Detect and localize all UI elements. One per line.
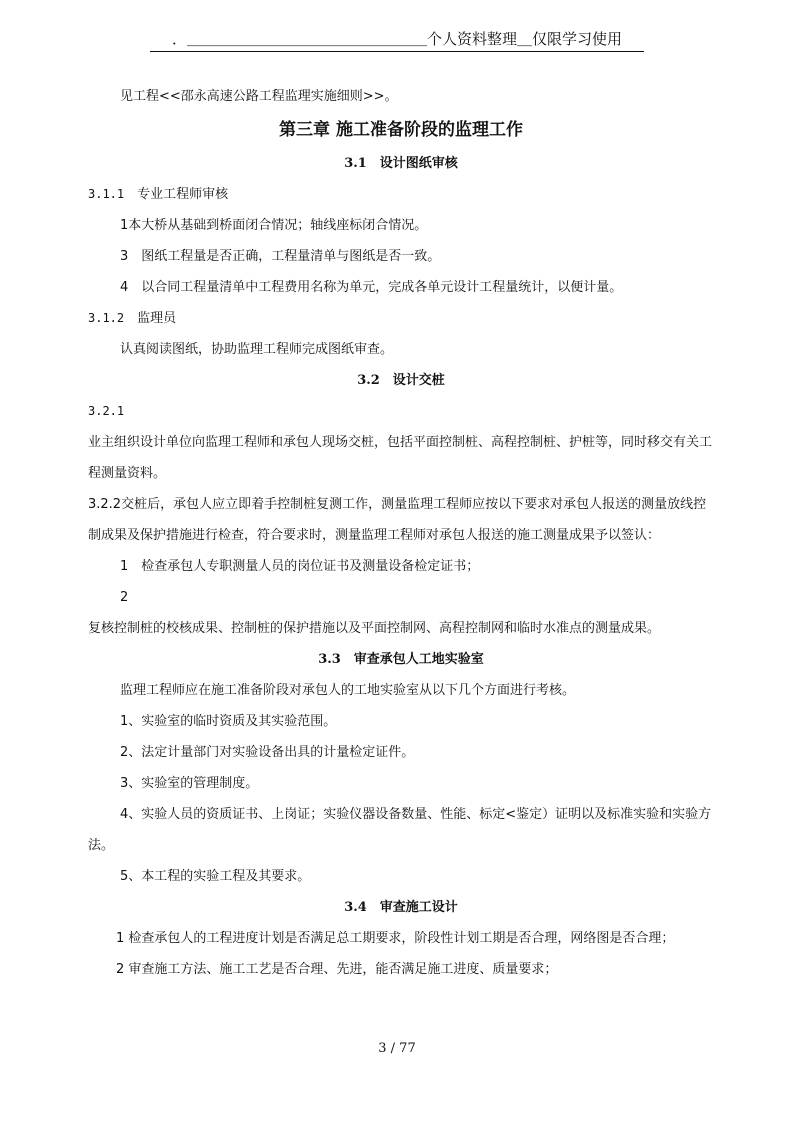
list-item: 1 检查承包人的工程进度计划是否满足总工期要求，阶段性计划工期是否合理，网络图是否合理； — [116, 931, 675, 946]
list-item-number: 2 — [120, 590, 129, 605]
list-item: 1、实验室的临时资质及其实验范围。 — [120, 714, 337, 729]
subsection-3-1-1 — [88, 179, 714, 210]
subsection-title: 专业工程师审核 — [137, 187, 229, 202]
section-3-4-title: 3.4 审查施工设计 — [344, 900, 458, 915]
list-item: 4、实验人员的资质证书、上岗证；实验仪器设备数量、性能、标定<鉴定）证明以及标准实验和实验方法。 — [88, 807, 712, 853]
list-item: 2、法定计量部门对实验设备出具的计量检定证件。 — [120, 745, 415, 760]
list-item: 4 以合同工程量清单中工程费用名称为单元，完成各单元设计工程量统计，以便计量。 — [120, 280, 623, 295]
paragraph: 3.2.2交桩后，承包人应立即着手控制桩复测工作，测量监理工程师应按以下要求对承包人报送的测量放线控制成果及保护措施进行检查，符合要求时，测量监理工程师对承包人报送的施工测量成果予以签认： — [88, 497, 707, 543]
chapter-title: 第三章 施工准备阶段的监理工作 — [279, 120, 523, 140]
section-3-1-title: 3.1 设计图纸审核 — [344, 156, 458, 171]
subsection-number: 3.1.2 — [88, 311, 125, 325]
section-3-2-title: 3.2 设计交桩 — [357, 373, 445, 388]
section-3-3-title: 3.3 审查承包人工地实验室 — [318, 652, 484, 667]
page-number: 3 / 77 — [378, 1041, 416, 1056]
intro-paragraph: 见工程<<邵永高速公路工程监理实施细则>>。 — [120, 89, 398, 104]
subsection-title: 监理员 — [137, 311, 177, 326]
list-item: 5、本工程的实验工程及其要求。 — [120, 869, 311, 884]
list-item: 3 图纸工程量是否正确，工程量清单与图纸是否一致。 — [120, 249, 441, 264]
paragraph: 监理工程师应在施工准备阶段对承包人的工地实验室从以下几个方面进行考核。 — [120, 683, 576, 698]
subsection-3-2-1 — [88, 396, 714, 427]
list-item: 3、实验室的管理制度。 — [120, 776, 259, 791]
paragraph: 业主组织设计单位向监理工程师和承包人现场交桩，包括平面控制桩、高程控制桩、护桩等，同时移交有关工程测量资料。 — [88, 435, 713, 481]
list-item: 1本大桥从基础到桥面闭合情况；轴线座标闭合情况。 — [120, 218, 428, 233]
subsection-number: 3.2.1 — [88, 404, 125, 418]
list-item: 2 审查施工方法、施工工艺是否合理、先进，能否满足施工进度、质量要求； — [116, 962, 558, 977]
subsection-number: 3.1.1 — [88, 187, 125, 201]
document-body — [88, 81, 714, 985]
paragraph: 认真阅读图纸，协助监理工程师完成图纸审查。 — [120, 342, 394, 357]
list-item: 复核控制桩的校核成果、控制桩的保护措施以及平面控制网、高程控制网和临时水准点的测量成果。 — [88, 621, 661, 636]
page-header: ．＿＿＿＿＿＿＿＿＿＿＿＿＿＿＿＿个人资料整理＿仅限学习使用 — [150, 28, 644, 52]
subsection-3-1-2 — [88, 303, 714, 334]
list-item: 1 检查承包人专职测量人员的岗位证书及测量设备检定证书； — [120, 559, 480, 574]
